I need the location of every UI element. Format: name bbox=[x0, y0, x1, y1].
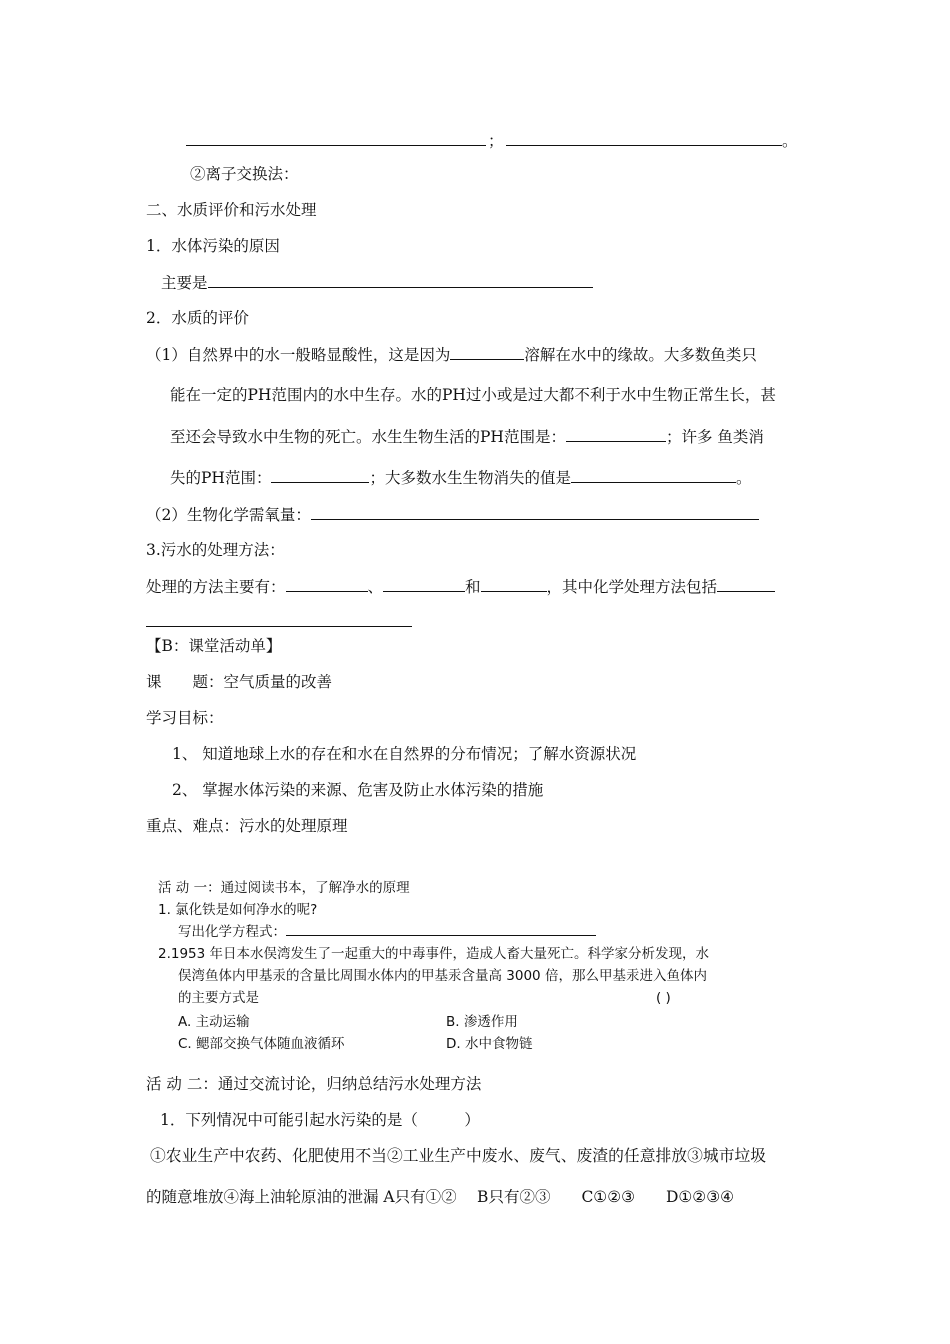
activity-two-title: 活 动 二：通过交流讨论，归纳总结污水处理方法 bbox=[146, 1075, 482, 1093]
text: 写出化学方程式： bbox=[178, 924, 286, 940]
topic-value: 空气质量的改善 bbox=[223, 673, 333, 691]
option-d: D. 水中食物链 bbox=[446, 1036, 533, 1052]
text: （2）生物化学需氧量： bbox=[146, 506, 311, 524]
paragraph-line bbox=[146, 576, 775, 597]
answer-blank bbox=[383, 576, 465, 592]
option-c: C. 鳃部交换气体随血液循环 bbox=[178, 1036, 345, 1052]
subsection-title: 2．水质的评价 bbox=[146, 309, 249, 327]
subsection-title: 1．水体污染的原因 bbox=[146, 237, 280, 255]
answer-parentheses: ( ) bbox=[656, 990, 671, 1006]
answer-blank bbox=[450, 344, 524, 360]
paragraph-line bbox=[170, 426, 764, 447]
paragraph-line bbox=[146, 504, 759, 525]
paragraph-line bbox=[170, 467, 751, 488]
question: 1. 氯化铁是如何净水的呢? bbox=[158, 902, 318, 918]
question: 俣湾鱼体内甲基汞的含量比周围水体内的甲基汞含量高 3000 倍，那么甲基汞进入鱼体内 bbox=[178, 968, 707, 984]
ion-exchange-label: ②离子交换法： bbox=[190, 165, 299, 183]
answer-blank bbox=[271, 467, 369, 483]
separator: ； bbox=[488, 132, 504, 150]
text: 。 bbox=[735, 469, 752, 487]
question-line bbox=[161, 272, 593, 293]
option-a: A. 主动运输 bbox=[178, 1014, 250, 1030]
text: ，其中化学处理方法包括 bbox=[546, 578, 718, 596]
option-b: B. 渗透作用 bbox=[446, 1014, 518, 1030]
question-line bbox=[178, 922, 596, 942]
answer-blank bbox=[186, 145, 486, 146]
question-text: 的随意堆放④海上油轮原油的泄漏 A只有①② B只有②③ C①②③ D①②③④ bbox=[146, 1188, 734, 1206]
text: 失的PH范围： bbox=[170, 469, 272, 487]
topic-line bbox=[146, 672, 332, 692]
question: 的主要方式是 bbox=[178, 990, 259, 1006]
question: 1．下列情况中可能引起水污染的是（ ） bbox=[160, 1111, 480, 1129]
text: 至还会导致水中生物的死亡。水生生物生活的PH范围是： bbox=[170, 428, 566, 446]
activity-sheet-title: 【B：课堂活动单】 bbox=[146, 637, 282, 655]
goal-item: 2、 掌握水体污染的来源、危害及防止水体污染的措施 bbox=[172, 781, 544, 799]
text: ；大多数水生生物消失的值是 bbox=[369, 469, 571, 487]
answer-blank bbox=[146, 626, 412, 627]
answer-blank bbox=[506, 145, 782, 146]
text: ；许多 鱼类消 bbox=[665, 428, 764, 446]
subsection-title: 3.污水的处理方法： bbox=[146, 541, 285, 559]
goal-item: 1、 知道地球上水的存在和水在自然界的分布情况；了解水资源状况 bbox=[172, 745, 637, 763]
text: 和 bbox=[465, 578, 481, 596]
paragraph-line bbox=[146, 344, 757, 365]
answer-blank bbox=[717, 576, 775, 592]
answer-blank bbox=[311, 504, 759, 520]
activity-one-title: 活 动 一：通过阅读书本，了解净水的原理 bbox=[158, 880, 410, 896]
main-cause-label: 主要是 bbox=[161, 274, 208, 292]
answer-blank bbox=[566, 426, 666, 442]
answer-blank bbox=[286, 922, 596, 936]
goals-label: 学习目标： bbox=[146, 709, 224, 727]
text: 溶解在水中的缘故。大多数鱼类只 bbox=[524, 346, 757, 364]
question: 2.1953 年日本水俣湾发生了一起重大的中毒事件，造成人畜大量死亡。科学家分析发现，水 bbox=[158, 946, 710, 962]
answer-blank bbox=[481, 576, 547, 592]
answer-blank bbox=[208, 272, 593, 288]
text: （1）自然界中的水一般略显酸性，这是因为 bbox=[146, 346, 451, 364]
key-points: 重点、难点：污水的处理原理 bbox=[146, 817, 348, 835]
text: 、 bbox=[367, 578, 384, 596]
text: 处理的方法主要有： bbox=[146, 578, 286, 596]
period: 。 bbox=[782, 132, 798, 150]
answer-blank bbox=[571, 467, 736, 483]
question-text: ①农业生产中农药、化肥使用不当②工业生产中废水、废气、废渣的任意排放③城市垃圾 bbox=[150, 1146, 767, 1165]
answer-blank bbox=[286, 576, 368, 592]
paragraph-line: 能在一定的PH范围内的水中生存。水的PH过小或是过大都不利于水中生物正常生长，甚 bbox=[170, 386, 776, 404]
section-title: 二、水质评价和污水处理 bbox=[146, 201, 317, 219]
topic-label: 课 题： bbox=[146, 673, 224, 691]
